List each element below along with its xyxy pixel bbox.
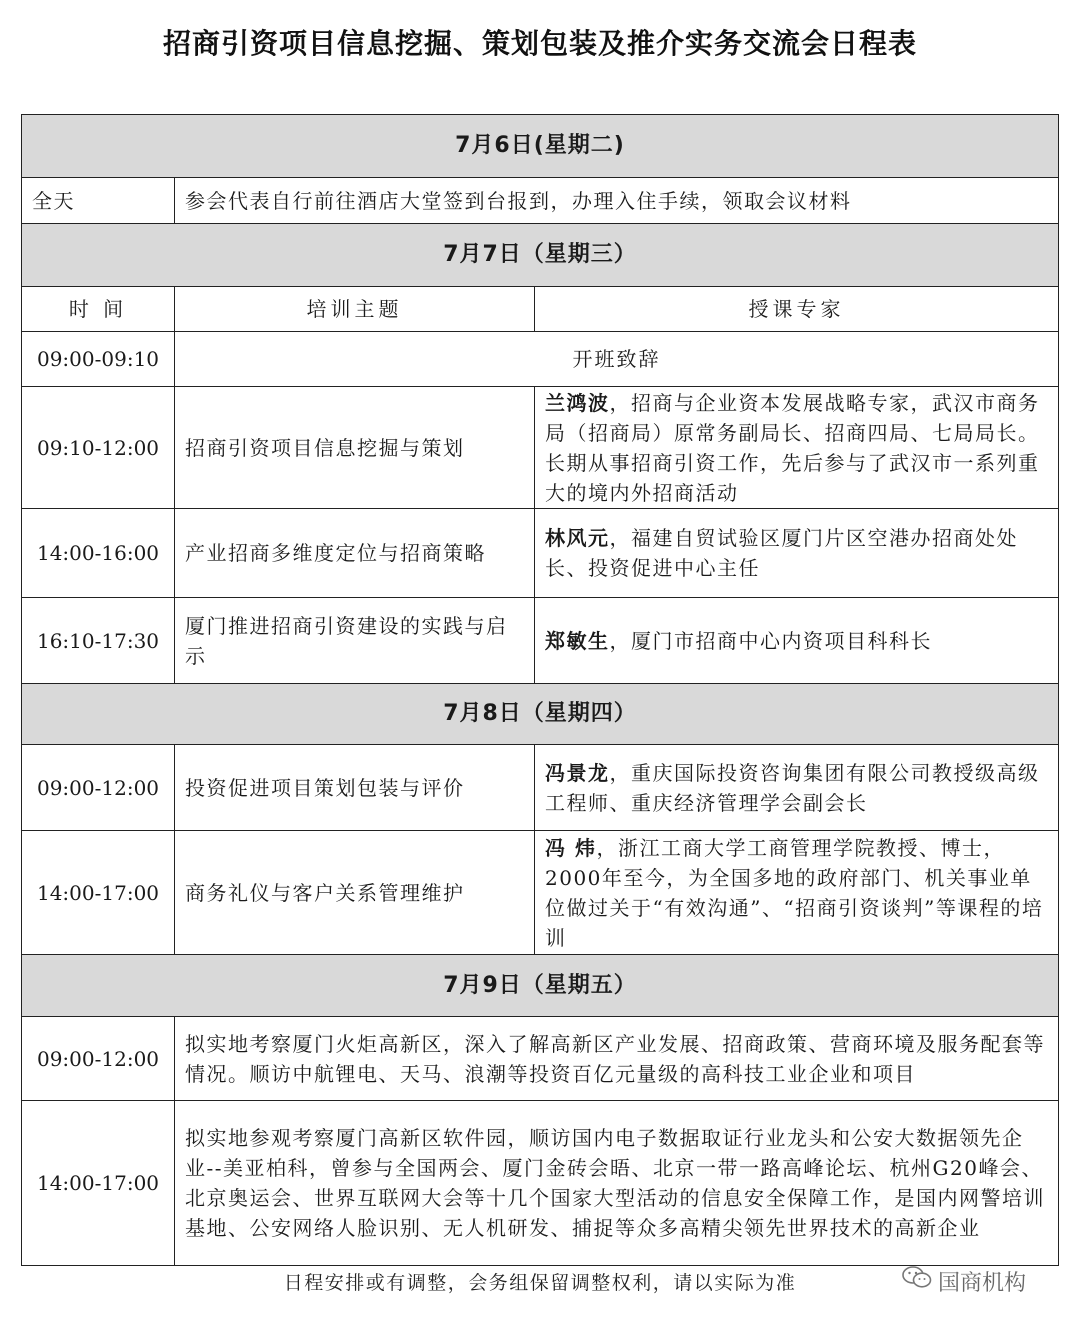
expert-cell: [535, 509, 1059, 598]
day-header: 7月9日（星期五）: [22, 955, 1059, 1017]
expert-bio: ，福建自贸试验区厦门片区空港办招商处处长、投资促进中心主任: [545, 526, 1018, 580]
expert-cell: [535, 745, 1059, 831]
time-cell: 16:10-17:30: [22, 598, 175, 684]
content-cell: 拟实地考察厦门火炬高新区，深入了解高新区产业发展、招商政策、营商环境及服务配套等情况。顺访中航锂电、天马、浪潮等投资百亿元量级的高科技工业企业和项目: [175, 1017, 1059, 1101]
column-header-time: 时 间: [22, 287, 175, 332]
expert-name: 冯 炜: [545, 835, 597, 860]
schedule-table: [21, 114, 1059, 1266]
time-cell: 09:00-12:00: [22, 1017, 175, 1101]
expert-name: 郑敏生: [545, 628, 610, 653]
time-cell: 09:00-09:10: [22, 332, 175, 387]
topic-cell: 产业招商多维度定位与招商策略: [175, 509, 535, 598]
expert-bio: ，招商与企业资本发展战略专家，武汉市商务局（招商局）原常务副局长、招商四局、七局局长。长期从事招商引资工作，先后参与了武汉市一系列重大的境内外招商活动: [545, 390, 1040, 505]
expert-bio: ，浙江工商大学工商管理学院教授、博士，2000年至今，为全国多地的政府部门、机关事业单位做过关于“有效沟通”、“招商引资谈判”等课程的培训: [545, 835, 1044, 950]
column-header-expert: 授课专家: [535, 287, 1059, 332]
table-row: [22, 387, 1059, 509]
watermark: [902, 1266, 1026, 1296]
content-cell: 拟实地参观考察厦门高新区软件园，顺访国内电子数据取证行业龙头和公安大数据领先企业--美亚柏科，曾参与全国两会、厦门金砖会晤、北京一带一路高峰论坛、杭州G20峰会、北京奥运会、世界互联网大会等十几个国家大型活动的信息安全保障工作，是国内网警培训基地、公安网络人脸识别、无人机研发、捕捉等众多高精尖领先世界技术的高新企业: [175, 1101, 1059, 1266]
table-row: [22, 598, 1059, 684]
expert-cell: [535, 831, 1059, 955]
expert-name: 兰鸿波: [545, 390, 610, 415]
table-row: [22, 509, 1059, 598]
topic-cell: 招商引资项目信息挖掘与策划: [175, 387, 535, 509]
time-cell: 14:00-17:00: [22, 831, 175, 955]
day-header: 7月6日(星期二): [22, 115, 1059, 178]
expert-name: 林风元: [545, 526, 610, 550]
table-row: [22, 178, 1059, 224]
column-header-topic: 培训主题: [175, 287, 535, 332]
topic-cell: 商务礼仪与客户关系管理维护: [175, 831, 535, 955]
expert-cell: [535, 387, 1059, 509]
table-row: [22, 745, 1059, 831]
expert-cell: [535, 598, 1059, 684]
time-cell: 09:10-12:00: [22, 387, 175, 509]
day-header: 7月8日（星期四）: [22, 684, 1059, 745]
footer-note: 日程安排或有调整，会务组保留调整权利，请以实际为准: [283, 1272, 797, 1294]
column-header-row: [22, 287, 1059, 332]
table-row: [22, 1101, 1059, 1266]
table-row: [22, 332, 1059, 387]
table-row: [22, 831, 1059, 955]
time-cell: 14:00-16:00: [22, 509, 175, 598]
expert-name: 冯景龙: [545, 760, 610, 785]
day-header-row: [22, 684, 1059, 745]
time-cell: 全天: [22, 178, 175, 224]
expert-bio: ，厦门市招商中心内资项目科科长: [609, 628, 932, 653]
expert-bio: ，重庆国际投资咨询集团有限公司教授级高级工程师、重庆经济管理学会副会长: [545, 760, 1040, 815]
page-title: 招商引资项目信息挖掘、策划包装及推介实务交流会日程表: [162, 27, 917, 60]
topic-cell: 投资促进项目策划包装与评价: [175, 745, 535, 831]
content-cell: 参会代表自行前往酒店大堂签到台报到，办理入住手续，领取会议材料: [175, 178, 1059, 224]
day-header-row: [22, 115, 1059, 178]
day-header: 7月7日（星期三）: [22, 224, 1059, 287]
time-cell: 14:00-17:00: [22, 1101, 175, 1266]
watermark-text: 国商机构: [938, 1270, 1027, 1296]
content-cell: 开班致辞: [175, 332, 1059, 387]
time-cell: 09:00-12:00: [22, 745, 175, 831]
day-header-row: [22, 955, 1059, 1017]
wechat-icon: [902, 1265, 932, 1297]
day-header-row: [22, 224, 1059, 287]
table-row: [22, 1017, 1059, 1101]
topic-cell: 厦门推进招商引资建设的实践与启示: [175, 598, 535, 684]
